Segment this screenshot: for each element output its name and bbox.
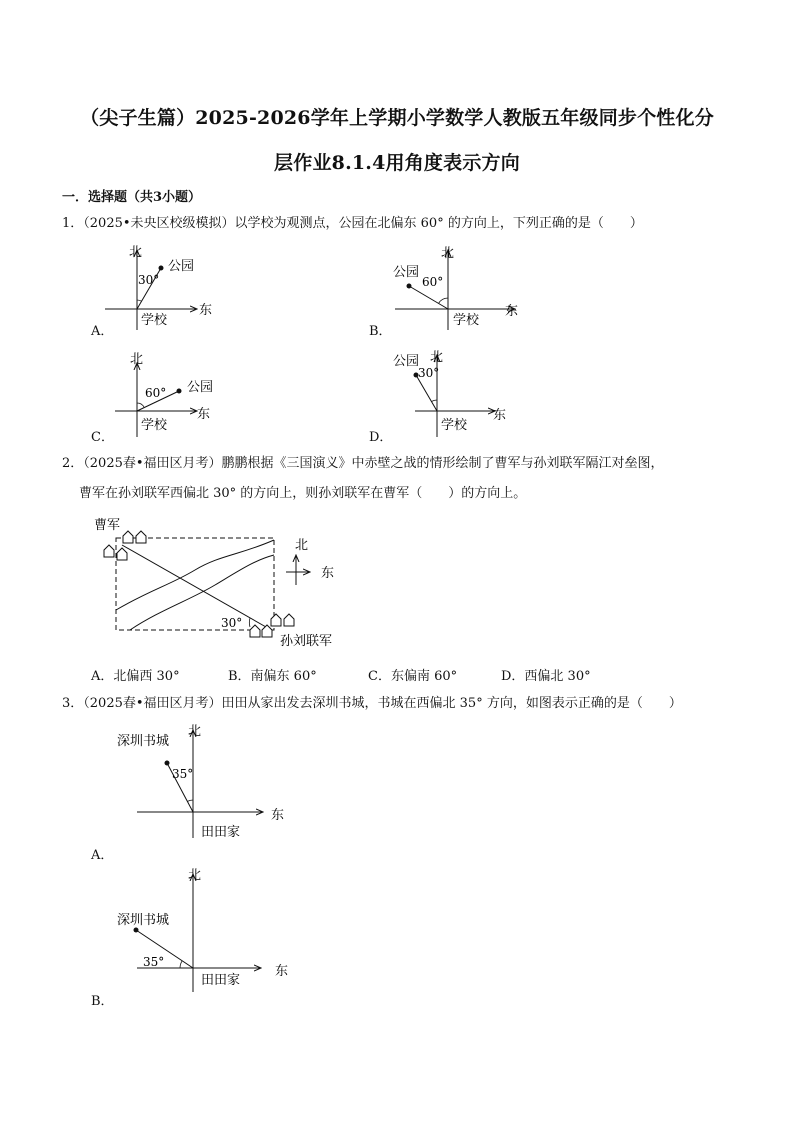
place-label: 深圳书城	[117, 734, 170, 749]
q1-option-d-label[interactable]: D．	[369, 430, 393, 445]
east-label: 东	[271, 808, 285, 823]
north-label: 北	[130, 352, 144, 367]
angle-label: 60°	[145, 386, 167, 400]
page-title-line-1: （尖子生篇）2025-2026学年上学期小学数学人教版五年级同步个性化分	[80, 107, 714, 129]
q1-option-a-label[interactable]: A．	[91, 324, 114, 339]
north-label: 北	[441, 246, 455, 261]
east-label: 东	[493, 408, 507, 423]
north-label: 北	[430, 350, 444, 365]
angle-label: 60°	[422, 275, 444, 289]
place-label: 公园	[393, 354, 420, 369]
origin-label: 学校	[441, 418, 468, 433]
north-label: 北	[188, 868, 202, 883]
q2-river-map-figure	[90, 515, 380, 655]
east-label: 东	[275, 964, 289, 979]
origin-label: 学校	[453, 313, 480, 328]
place-label: 公园	[168, 259, 195, 274]
north-label: 北	[188, 724, 202, 739]
bookstore-point	[165, 761, 170, 766]
question-2-stem-line-1: 2．（2025春•福田区月考）鹏鹏根据《三国演义》中赤壁之战的情形绘制了曹军与孙刘联军隔江对垒图，	[62, 456, 664, 471]
river-bank-upper	[116, 540, 274, 610]
q1-option-d-figure	[385, 345, 535, 440]
q2-option-a[interactable]: A．北偏西 30°	[91, 669, 180, 684]
park-point	[159, 266, 164, 271]
angle-label: 30°	[221, 616, 243, 630]
bookstore-point	[134, 928, 139, 933]
sunliu-label: 孙刘联军	[280, 634, 333, 649]
origin-label: 田田家	[201, 825, 241, 840]
question-2-stem-line-2: 曹军在孙刘联军西偏北 30° 的方向上，则孙刘联军在曹军（ ）的方向上。	[79, 486, 527, 501]
compass-north-label: 北	[295, 538, 309, 553]
angle-label: 35°	[143, 955, 165, 969]
angle-label: 35°	[172, 767, 194, 781]
place-label: 深圳书城	[117, 913, 170, 928]
q2-option-b[interactable]: B．南偏东 60°	[228, 669, 317, 684]
direction-line	[122, 545, 266, 627]
question-3-stem: 3．（2025春•福田区月考）田田从家出发去深圳书城，书城在西偏北 35° 方向，如图表示正确的是（ ）	[62, 696, 682, 711]
place-label: 公园	[187, 380, 214, 395]
q3-option-b-label[interactable]: B．	[91, 994, 114, 1009]
q1-option-b-figure	[385, 240, 535, 335]
angle-label: 30°	[138, 273, 160, 287]
east-label: 东	[197, 407, 211, 422]
compass-east-label: 东	[321, 566, 335, 581]
angle-label: 30°	[418, 366, 440, 380]
place-label: 公园	[393, 265, 420, 280]
q3-option-b-figure	[115, 862, 315, 992]
q2-option-c[interactable]: C．东偏南 60°	[368, 669, 458, 684]
east-label: 东	[505, 304, 519, 319]
origin-label: 学校	[141, 313, 168, 328]
map-frame	[116, 538, 274, 630]
q2-option-d[interactable]: D．西偏北 30°	[501, 669, 591, 684]
q1-option-b-label[interactable]: B．	[369, 324, 392, 339]
park-point	[177, 389, 182, 394]
east-label: 东	[199, 303, 213, 318]
page-title-line-2: 层作业8.1.4用角度表示方向	[274, 152, 520, 174]
origin-label: 田田家	[201, 973, 241, 988]
park-point	[407, 284, 412, 289]
question-1-stem: 1．（2025•未央区校级模拟）以学校为观测点，公园在北偏东 60° 的方向上，下列正确的是（ ）	[62, 216, 643, 231]
q3-option-a-label[interactable]: A．	[91, 848, 114, 863]
north-label: 北	[129, 245, 143, 260]
q3-option-a-figure	[115, 718, 315, 843]
q1-option-c-label[interactable]: C．	[91, 430, 114, 445]
section-heading: 一．选择题（共3小题）	[62, 190, 202, 205]
origin-label: 学校	[141, 418, 168, 433]
cao-label: 曹军	[94, 518, 121, 533]
